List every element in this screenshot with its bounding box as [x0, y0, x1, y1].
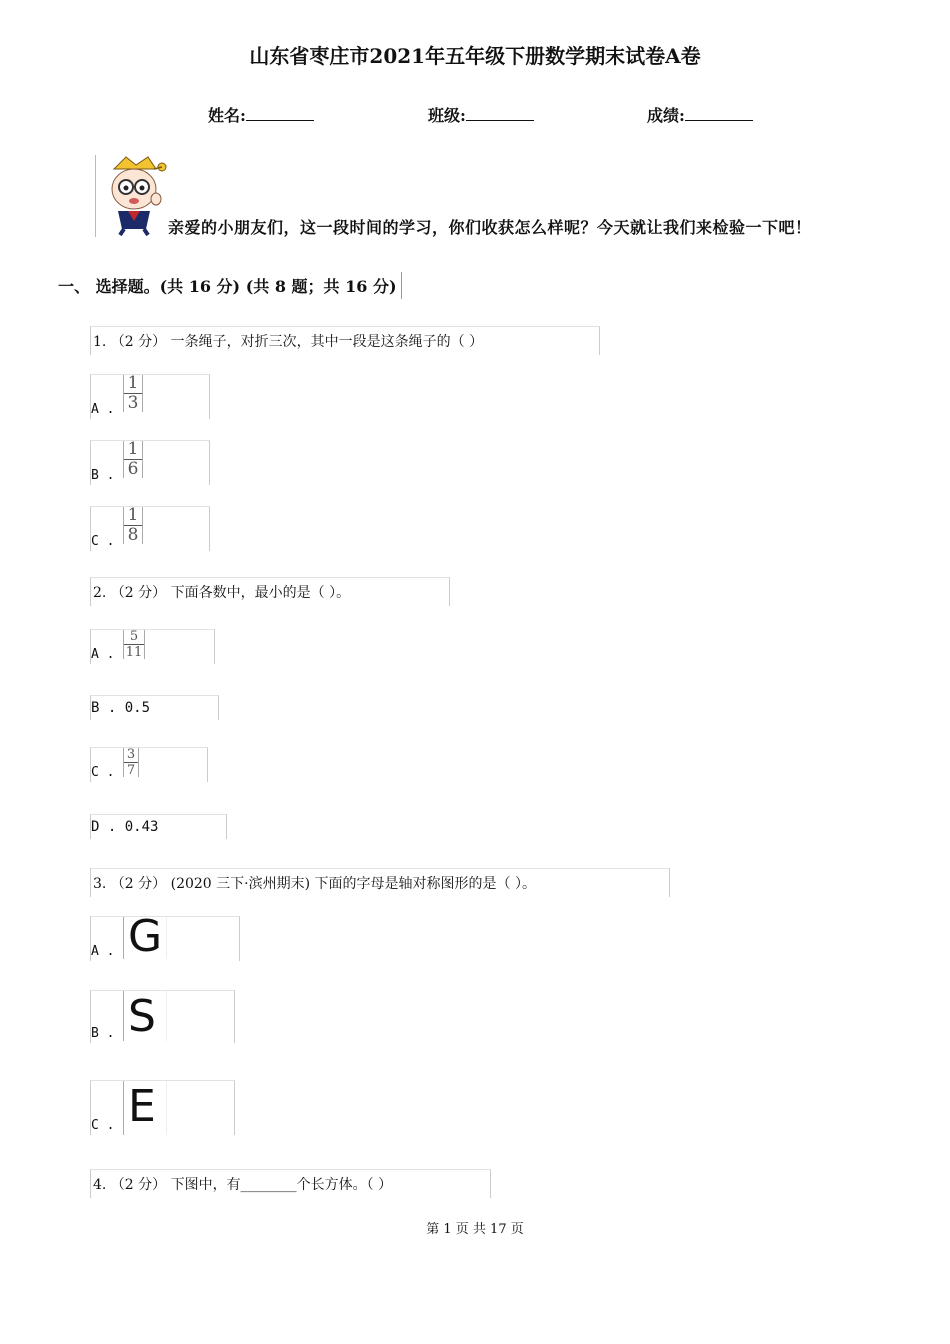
fraction-numerator: 1: [124, 507, 142, 526]
class-blank[interactable]: [466, 106, 534, 121]
name-field[interactable]: [208, 103, 314, 126]
option-label: B .: [91, 1026, 115, 1041]
q1-option-a[interactable]: [90, 374, 210, 419]
fraction: [123, 748, 139, 777]
fraction: [123, 375, 143, 412]
option-label: A .: [91, 647, 115, 662]
greeting-text: 亲爱的小朋友们，这一段时间的学习，你们收获怎么样呢？今天就让我们来检验一下吧！: [168, 218, 812, 237]
fraction-numerator: 1: [124, 441, 142, 460]
mascot-image: [95, 155, 170, 237]
q2-option-a[interactable]: [90, 629, 215, 664]
score-field[interactable]: [647, 103, 753, 126]
q3-option-a[interactable]: [90, 911, 240, 962]
class-field[interactable]: [428, 103, 534, 126]
fraction: [123, 441, 143, 478]
question-1: 1. （2 分） 一条绳子，对折三次，其中一段是这条绳子的（ ）: [90, 326, 600, 355]
letter-image: E: [123, 1081, 167, 1135]
name-blank[interactable]: [246, 106, 314, 121]
option-label: A .: [91, 402, 115, 417]
name-label: 姓名:: [208, 106, 246, 125]
question-4: 4. （2 分） 下图中，有________个长方体。（ ）: [90, 1169, 491, 1198]
fraction-denominator: 3: [127, 393, 139, 413]
q2-option-c[interactable]: [90, 747, 208, 782]
page-footer: 第 1 页 共 17 页: [426, 1222, 524, 1237]
q1-option-b[interactable]: [90, 440, 210, 485]
fraction: [123, 507, 143, 544]
class-label: 班级:: [428, 106, 466, 125]
q3-option-b[interactable]: [90, 990, 235, 1043]
fraction-denominator: 11: [125, 645, 143, 660]
fraction-denominator: 6: [127, 459, 139, 479]
option-label: C .: [91, 1118, 115, 1133]
q3-option-c[interactable]: [90, 1080, 235, 1135]
score-blank[interactable]: [685, 106, 753, 121]
fraction-numerator: 3: [124, 748, 138, 763]
option-label: A .: [91, 944, 115, 959]
option-text: B . 0.5: [91, 700, 151, 716]
letter-image: G: [123, 917, 167, 959]
section-heading: 一、 选择题。(共 16 分) (共 8 题；共 16 分): [58, 272, 402, 299]
score-label: 成绩:: [647, 106, 685, 125]
fraction: [123, 630, 145, 659]
question-2: 2. （2 分） 下面各数中，最小的是（ ）。: [90, 577, 450, 606]
fraction-denominator: 7: [126, 763, 136, 778]
question-3: 3. （2 分） (2020 三下·滨州期末) 下面的字母是轴对称图形的是（ ）。: [90, 868, 670, 897]
option-label: C .: [91, 534, 115, 549]
fraction-denominator: 8: [127, 525, 139, 545]
letter-image: S: [123, 991, 167, 1041]
fraction-numerator: 5: [124, 630, 144, 645]
page-title: 山东省枣庄市2021年五年级下册数学期末试卷A卷: [249, 44, 701, 68]
fraction-numerator: 1: [124, 375, 142, 394]
option-text: D . 0.43: [91, 819, 159, 835]
option-label: B .: [91, 468, 115, 483]
q2-option-d[interactable]: [90, 814, 227, 839]
option-label: C .: [91, 765, 115, 780]
q2-option-b[interactable]: [90, 695, 219, 720]
q1-option-c[interactable]: [90, 506, 210, 551]
